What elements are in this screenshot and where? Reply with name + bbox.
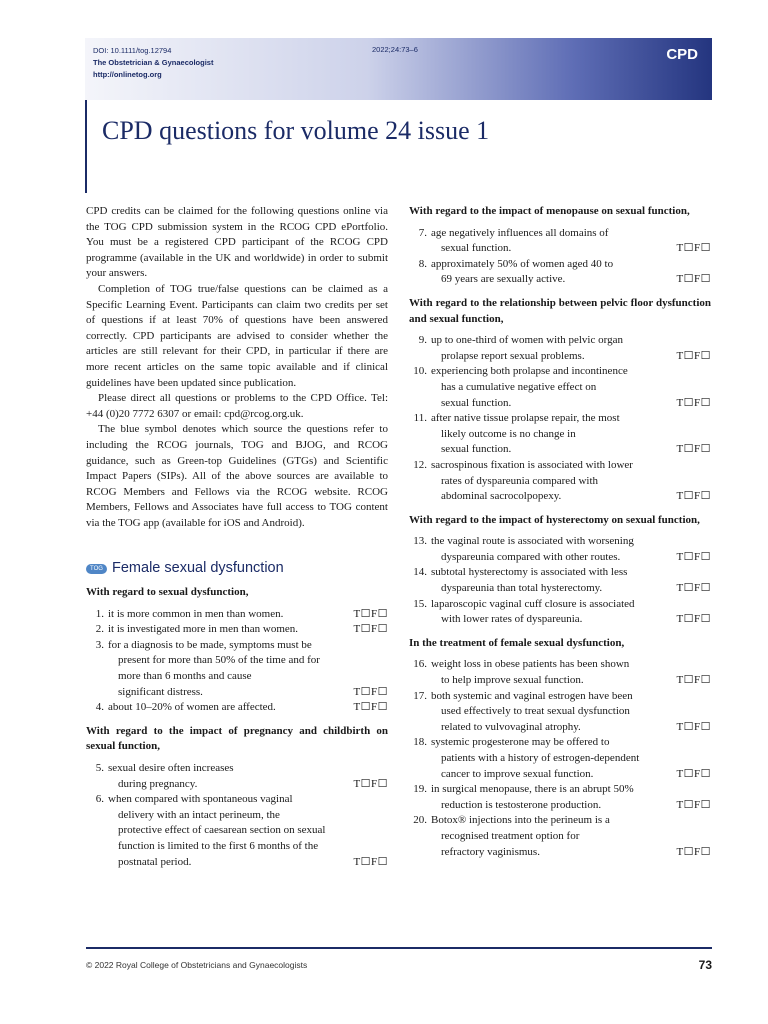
question-item (86, 622, 388, 638)
question-group (409, 296, 711, 505)
question-group-heading: With regard to the relationship between pelvic floor dysfunction and sexual function, (409, 296, 711, 325)
question-number: 19. (413, 783, 427, 796)
question-text-line: with lower rates of dyspareunia. (441, 613, 583, 626)
section-label: CPD (666, 46, 698, 63)
journal-meta (93, 45, 213, 81)
section-heading (86, 561, 388, 577)
question-text-line: to help improve sexual function. (441, 674, 584, 687)
question-number: 7. (418, 226, 427, 239)
question-text-line: dyspareunia compared with other routes. (441, 550, 621, 563)
question-text-line: sacrospinous fixation is associated with lower (431, 458, 633, 471)
question-text-line: prolapse report sexual problems. (441, 349, 585, 362)
question-group (409, 204, 711, 288)
tog-source-badge-icon: TOG (86, 564, 107, 574)
question-group-heading: With regard to the impact of hysterectomy on sexual function, (409, 513, 700, 526)
question-item (409, 735, 711, 782)
question-text-line: Botox® injections into the perineum is a (431, 814, 610, 827)
question-text-line: laparoscopic vaginal cuff closure is associated (431, 597, 635, 610)
question-text-line: experiencing both prolapse and incontinence (431, 365, 628, 378)
true-false-checkbox[interactable]: T☐F☐ (676, 767, 711, 780)
question-group-heading: With regard to sexual dysfunction, (86, 586, 249, 599)
question-number: 18. (413, 736, 427, 749)
question-text-line: it is more common in men than women. (108, 607, 284, 620)
question-text-line: patients with a history of estrogen-dependent (441, 752, 640, 764)
question-text-line: cancer to improve sexual function. (441, 767, 594, 780)
true-false-checkbox[interactable]: T☐F☐ (676, 273, 711, 286)
intro-paragraph: Please direct all questions or problems to the CPD Office. Tel: +44 (0)20 7772 6307 or email: cpd@rcog.org.uk. (86, 392, 388, 420)
intro-paragraph: CPD credits can be claimed for the following questions online via the TOG CPD submission system in the RCOG CPD ePortfolio. You must be a registered CPD participant of the RCOG CPD programme (available in the UK and worldwide) in order to submit your answers. (86, 205, 388, 280)
question-number: 20. (413, 814, 427, 827)
true-false-checkbox[interactable]: T☐F☐ (676, 490, 711, 503)
question-text-line: recognised treatment option for (441, 829, 580, 842)
question-number: 3. (95, 638, 104, 651)
question-group-heading: In the treatment of female sexual dysfunction, (409, 636, 625, 649)
true-false-checkbox[interactable]: T☐F☐ (353, 701, 388, 714)
question-text-line: sexual function. (441, 443, 512, 456)
question-text-line: after native tissue prolapse repair, the most (431, 412, 620, 425)
question-number: 6. (95, 793, 104, 806)
question-group (86, 585, 388, 716)
question-text-line: both systemic and vaginal estrogen have been (431, 689, 633, 702)
question-text-line: during pregnancy. (118, 777, 198, 790)
intro-paragraph: Completion of TOG true/false questions can be claimed as a Specific Learning Event. Participants can claim two credits per set of questions if at least 70% of questions have been answered correctly. CPD participants are advised to consider whether the articles are still relevant for their CPD, in particular if there are more recent articles on the same topic available and if clinical guidelines have been updated since publication. (86, 282, 388, 389)
question-text-line: used effectively to treat sexual dysfunction (441, 705, 630, 718)
question-group (409, 636, 711, 860)
question-item (409, 411, 711, 458)
question-group (409, 513, 711, 628)
true-false-checkbox[interactable]: T☐F☐ (353, 685, 388, 698)
right-column (409, 204, 711, 860)
true-false-checkbox[interactable]: T☐F☐ (353, 623, 388, 636)
question-item (409, 565, 711, 596)
question-number: 5. (95, 762, 104, 774)
question-item (86, 607, 388, 623)
question-number: 17. (413, 689, 427, 702)
question-item (409, 333, 711, 364)
page-title: CPD questions for volume 24 issue 1 (102, 116, 490, 145)
true-false-checkbox[interactable]: T☐F☐ (676, 396, 711, 409)
true-false-checkbox[interactable]: T☐F☐ (676, 550, 711, 563)
question-text-line: likely outcome is no change in (441, 427, 576, 440)
question-text-line: approximately 50% of women aged 40 to (431, 257, 614, 270)
true-false-checkbox[interactable]: T☐F☐ (353, 607, 388, 620)
true-false-checkbox[interactable]: T☐F☐ (676, 349, 711, 362)
question-text-line: for a diagnosis to be made, symptoms must be (108, 638, 312, 651)
question-number: 9. (418, 334, 427, 347)
true-false-checkbox[interactable]: T☐F☐ (676, 613, 711, 626)
question-number: 2. (95, 623, 104, 636)
question-number: 8. (418, 257, 427, 270)
question-item (86, 700, 388, 716)
question-item (409, 782, 711, 813)
question-text-line: weight loss in obese patients has been shown (431, 658, 630, 671)
question-text-line: age negatively influences all domains of (431, 226, 609, 239)
question-item (409, 534, 711, 565)
intro-text (86, 204, 388, 531)
question-text-line: has a cumulative negative effect on (441, 380, 597, 393)
question-number: 10. (413, 365, 427, 378)
true-false-checkbox[interactable]: T☐F☐ (676, 443, 711, 456)
question-text-line: protective effect of caesarean section on sexual (118, 824, 326, 837)
question-text-line: sexual function. (441, 396, 512, 409)
question-groups-right (409, 204, 711, 860)
footer-rule (86, 947, 712, 949)
true-false-checkbox[interactable]: T☐F☐ (676, 720, 711, 733)
question-text-line: in surgical menopause, there is an abrupt 50% (431, 783, 634, 796)
question-text-line: present for more than 50% of the time and for (118, 654, 320, 667)
title-rule (85, 100, 87, 193)
question-text-line: sexual desire often increases (108, 762, 234, 774)
doi: DOI: 10.1111/tog.12794 (93, 46, 172, 55)
question-item (86, 638, 388, 700)
question-text-line: systemic progesterone may be offered to (431, 736, 610, 749)
journal-header-band (85, 38, 712, 100)
question-number: 1. (95, 607, 104, 620)
question-text-line: significant distress. (118, 685, 203, 698)
question-text-line: sexual function. (441, 242, 512, 255)
question-text-line: delivery with an intact perineum, the (118, 808, 280, 821)
journal-name: The Obstetrician & Gynaecologist (93, 58, 214, 67)
question-text-line: related to vulvovaginal atrophy. (441, 720, 581, 733)
question-number: 14. (413, 566, 427, 579)
question-text-line: rates of dyspareunia compared with (441, 474, 598, 487)
question-item (409, 689, 711, 736)
question-group-heading: With regard to the impact of pregnancy and childbirth on sexual function, (86, 724, 388, 753)
question-groups-left (86, 585, 388, 870)
question-item (409, 364, 711, 411)
volume-citation: 2022;24:73–6 (372, 45, 418, 54)
question-text-line: dyspareunia than total hysterectomy. (441, 582, 603, 595)
question-text-line: when compared with spontaneous vaginal (108, 793, 293, 806)
question-item (409, 657, 711, 688)
section-title: Female sexual dysfunction (112, 560, 284, 577)
true-false-checkbox[interactable]: T☐F☐ (353, 855, 388, 868)
question-item (409, 813, 711, 860)
true-false-checkbox[interactable]: T☐F☐ (676, 845, 711, 858)
true-false-checkbox[interactable]: T☐F☐ (676, 582, 711, 595)
question-item (86, 761, 388, 792)
question-item (86, 792, 388, 870)
left-column (86, 204, 388, 870)
question-number: 15. (413, 597, 427, 610)
question-number: 16. (413, 658, 427, 671)
question-item (409, 257, 711, 288)
question-group (86, 724, 388, 870)
true-false-checkbox[interactable]: T☐F☐ (676, 674, 711, 687)
question-number: 13. (413, 535, 427, 548)
question-item (409, 597, 711, 628)
question-text-line: subtotal hysterectomy is associated with less (431, 566, 628, 579)
question-text-line: more than 6 months and cause (118, 670, 252, 683)
question-text-line: 69 years are sexually active. (441, 273, 566, 286)
question-text-line: up to one-third of women with pelvic organ (431, 334, 623, 347)
question-text-line: reduction is testosterone production. (441, 798, 602, 811)
question-number: 4. (95, 701, 104, 714)
question-item (409, 226, 711, 257)
true-false-checkbox[interactable]: T☐F☐ (676, 798, 711, 811)
question-text-line: the vaginal route is associated with worsening (431, 535, 634, 548)
page-number: 73 (698, 958, 712, 972)
question-group-heading: With regard to the impact of menopause on sexual function, (409, 205, 690, 217)
true-false-checkbox[interactable]: T☐F☐ (353, 777, 388, 790)
intro-paragraph: The blue symbol denotes which source the questions refer to including the RCOG journals, TOG and BJOG, and RCOG guidance, such as Green-top Guidelines (GTGs) and Scientific Impact Papers (SIPs). All of the above sources are available to RCOG Members and Fellows via the RCOG website. RCOG Members, Fellows and Associates have full access to TOG content via the TOG app (available for iOS and Android). (86, 423, 388, 529)
question-text-line: refractory vaginismus. (441, 845, 540, 858)
question-text-line: abdominal sacrocolpopexy. (441, 490, 562, 503)
question-text-line: postnatal period. (118, 855, 192, 868)
footer-copyright: © 2022 Royal College of Obstetricians and Gynaecologists (86, 960, 308, 970)
question-text-line: function is limited to the first 6 months of the (118, 839, 319, 852)
question-number: 11. (413, 412, 427, 425)
question-text-line: about 10–20% of women are affected. (108, 701, 276, 714)
question-item (409, 458, 711, 505)
true-false-checkbox[interactable]: T☐F☐ (676, 242, 711, 255)
journal-url[interactable]: http://onlinetog.org (93, 70, 162, 79)
question-text-line: it is investigated more in men than women. (108, 623, 299, 636)
question-number: 12. (413, 458, 427, 471)
